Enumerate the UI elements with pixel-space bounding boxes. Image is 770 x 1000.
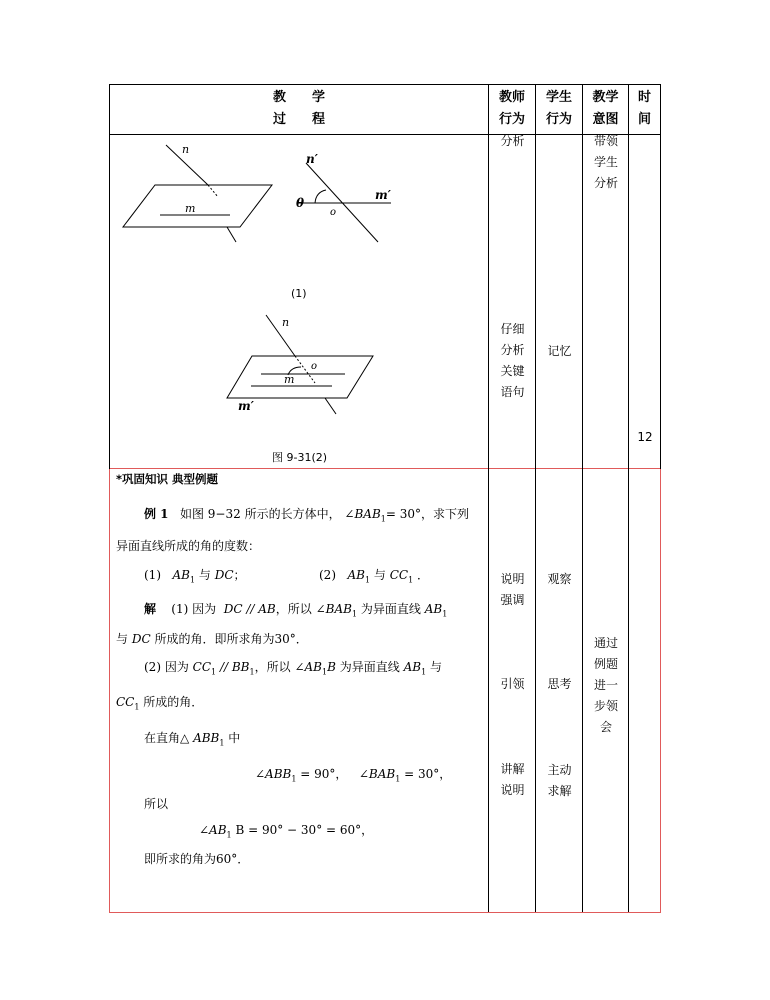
lesson-plan-table: [109, 84, 661, 913]
example-row-time: [629, 469, 661, 913]
section-title: *巩固知识 典型例题: [116, 472, 219, 486]
student-note-observe: 观察: [547, 572, 572, 586]
example-row-teacher: [489, 469, 536, 913]
teacher-note-lecture: 讲解 说明: [500, 762, 525, 797]
student-note-memorize: 记忆: [547, 344, 572, 358]
header-teacher: 教师 行为: [489, 85, 536, 135]
header-student: 学生 行为: [536, 85, 583, 135]
example-row: [110, 469, 661, 913]
fig2-label-m: m: [284, 373, 295, 386]
figure-row-intent: [583, 135, 629, 469]
example-row-student: [536, 469, 583, 913]
header-process: 教 学 过 程: [110, 85, 489, 135]
fig1-caption: (1): [291, 287, 307, 300]
plane-1-outline: [123, 185, 272, 227]
figure-row-student: [536, 135, 583, 469]
header-time: 时 间: [629, 85, 661, 135]
solution-2-line-2: $CC_1$ 所成的角．: [116, 695, 204, 712]
figure-row-teacher: [489, 135, 536, 469]
student-note-solve: 主动 求解: [547, 763, 572, 798]
figure-cell: [110, 135, 489, 469]
fig2-label-o: o: [311, 361, 318, 372]
fig1-label-n: n: [182, 143, 190, 156]
fig1-label-o: o: [330, 207, 337, 218]
figure-row-time: [629, 135, 661, 469]
fig2-line-n-upper: [266, 315, 295, 356]
so-line: 所以: [144, 797, 169, 811]
angle-arc: [315, 190, 326, 203]
triangle-line: 在直角△ $ABB_1$ 中: [144, 731, 241, 748]
example-cell: [110, 469, 489, 913]
solution-2-line-1: (2) 因为 $CC_1 // BB_1$，所以 $\angle AB_1B$ 为异面直线 $AB_1$ 与: [144, 660, 442, 677]
fig2-line-n-lower: [325, 398, 336, 414]
time-value: 12: [637, 430, 653, 444]
line-n-lower: [227, 227, 236, 242]
student-note-think: 思考: [547, 677, 572, 691]
answer-line: 即所求的角为60°．: [144, 852, 250, 866]
teacher-note-guide: 引领: [500, 677, 525, 691]
fig1-label-theta: θ: [296, 196, 305, 210]
line-n-middle: [208, 185, 218, 197]
fig1-label-m-prime: m′: [375, 188, 391, 202]
header-intent: 教学 意图: [583, 85, 629, 135]
equation-1: $\angle ABB_1 = 90^\circ$， $\angle BAB_1 = 30^\circ$，: [255, 767, 452, 784]
teacher-note-explain: 说明 强调: [500, 572, 525, 607]
teacher-note-analyze: 分析: [500, 134, 525, 148]
figure-row: [110, 135, 661, 469]
intent-note-lead: 带领 学生 分析: [593, 134, 618, 190]
solution-1-line-2: 与 DC 所成的角．即所求角为30°．: [116, 632, 308, 646]
example-line-2: 异面直线所成的角的度数：: [116, 539, 261, 553]
header-row: [110, 85, 661, 135]
teacher-note-detail: 仔细 分析 关键 语句: [500, 322, 525, 399]
question-2: (2) $AB_1$ 与 $CC_1$ ．: [319, 568, 430, 585]
solution-1-line-1: 解 (1) 因为 DC // AB，所以 $\angle BAB_1$ 为异面直线 $AB_1$: [144, 602, 448, 619]
equation-2: $\angle AB_1$ B = 90° − 30° = 60°，: [199, 823, 374, 840]
question-1: (1) $AB_1$ 与 DC；: [144, 568, 246, 585]
fig2-label-m-prime: m′: [238, 399, 254, 413]
example-line-1: 例 1 如图 9−32 所示的长方体中， $\angle BAB_1= 30^\circ$，求下列: [144, 507, 470, 524]
fig2-label-n: n: [282, 316, 290, 329]
intent-note-reinforce: 通过 例题 进一 步领 会: [593, 636, 618, 734]
example-row-intent: [583, 469, 629, 913]
figure-diagram: [110, 135, 489, 468]
fig1-label-m: m: [185, 202, 196, 215]
fig2-caption: 图 9-31(2): [272, 451, 328, 464]
fig1-label-n-prime: n′: [306, 152, 318, 166]
